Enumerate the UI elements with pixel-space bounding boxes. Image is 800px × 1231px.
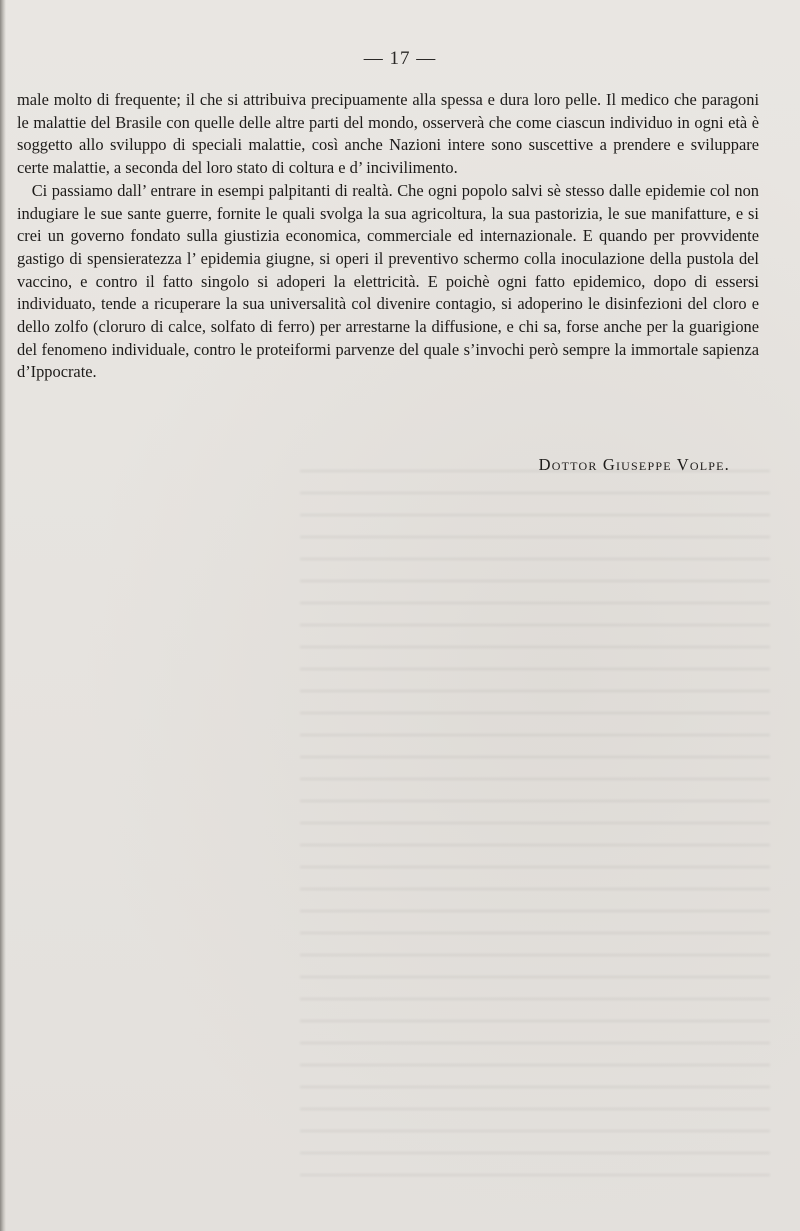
binding-shadow xyxy=(0,0,6,1231)
paragraph-2: Ci passiamo dall’ entrare in esempi palpitanti di realtà. Che ogni popolo salvi sè stesso dalle epidemie col non indugiare le sue sante guerre, fornite le quali svolga la sua agricoltura, la sua pastorizia, le sue manifatture, e si crei un governo fondato sulla giustizia economica, commerciale ed internazionale. E quando per provvidente gastigo di spensieratezza l’ epidemia giugne, si operi il preventivo schermo colla inoculazione della pustola del vaccino, e contro il fatto singolo si adoperi la elettricità. E poichè ogni fatto epidemico, dopo di essersi individuato, tende a ricuperare la sua universalità col divenire contagio, si adoperino le disinfezioni del cloro e dello zolfo (cloruro di calce, solfato di ferro) per arrestarne la diffusione, e chi sa, forse anche per la guarigione del fenomeno individuale, contro le proteiformi parvenze del quale s’invochi però sempre la immortale sapienza d’Ippocrate. xyxy=(17,180,759,382)
show-through-text xyxy=(300,470,770,1190)
paragraph-1: male molto di frequente; il che si attribuiva precipuamente alla spessa e dura loro pelle. Il medico che paragoni le malattie del Brasile con quelle delle altre parti del mondo, osserverà che come ciascun individuo in ogni età è soggetto allo sviluppo di speciali malattie, così anche Nazioni intere sono suscettive a prendere e sviluppare certe malattie, a seconda del loro stato di coltura e d’ incivilimento. xyxy=(17,90,759,178)
article-body xyxy=(17,89,759,384)
author-signature: Dottor Giuseppe Volpe. xyxy=(538,455,730,474)
page-number: — 17 — xyxy=(363,48,437,69)
